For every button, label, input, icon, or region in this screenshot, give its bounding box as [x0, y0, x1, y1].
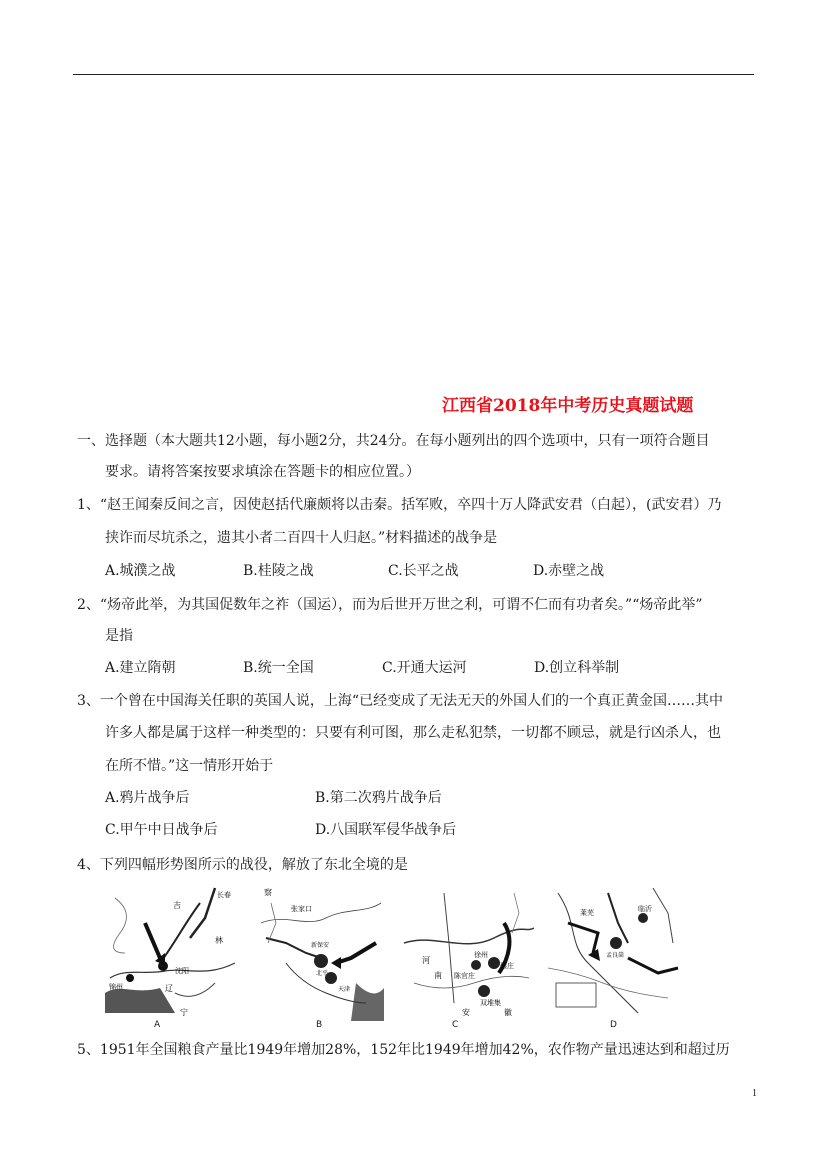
- map-d-place-laiwu: 莱芜: [580, 909, 594, 917]
- map-c-place-chenguanzhuang: 陈官庄: [454, 972, 475, 980]
- question-2-line-2: 是指: [105, 628, 133, 644]
- map-a-place-jilin-1: 吉: [173, 901, 181, 910]
- map-a-place-shenyang: 沈阳: [175, 967, 189, 975]
- map-b-place-zhangjiakou: 张家口: [291, 905, 312, 913]
- map-c-place-nianzhuang: 碾庄: [500, 962, 514, 970]
- map-c-place-he: 河: [422, 956, 430, 965]
- map-a-place-lin: 林: [215, 936, 223, 945]
- question-1-option-a[interactable]: A.城濮之战: [105, 563, 176, 579]
- question-3-line-3: 在所不惜。”这一情形开始于: [105, 758, 274, 774]
- map-c-place-xuzhou: 徐州: [474, 951, 488, 959]
- section-instructions-line-2: 要求。请将答案按要求填涂在答题卡的相应位置。）: [105, 464, 420, 480]
- question-1-line-2: 挟诈而尽坑杀之，遗其小者二百四十人归赵。”材料描述的战争是: [105, 530, 498, 546]
- map-a-place-ning: 宁: [180, 1008, 188, 1017]
- map-d-place-linyi: 临沂: [638, 905, 652, 913]
- question-3-option-a[interactable]: A.鸦片战争后: [105, 790, 190, 806]
- page-title: 江西省2018年中考历史真题试题: [442, 396, 694, 416]
- question-1-option-c[interactable]: C.长平之战: [388, 563, 459, 579]
- map-c-place-hui: 徽: [504, 1008, 512, 1017]
- map-c-place-nan: 南: [434, 971, 442, 980]
- map-b-place-xinbaoan: 新保安: [311, 942, 330, 949]
- question-3-option-b[interactable]: B.第二次鸦片战争后: [315, 790, 442, 806]
- map-c-place-an: 安: [462, 1008, 470, 1017]
- question-3-option-c[interactable]: C.甲午中日战争后: [105, 822, 218, 838]
- battle-map-a[interactable]: [105, 883, 240, 1021]
- question-2-option-c[interactable]: C.开通大运河: [382, 660, 467, 676]
- question-4-line-1: 4、下列四幅形势图所示的战役，解放了东北全境的是: [77, 857, 408, 873]
- battle-map-c[interactable]: [404, 883, 534, 1021]
- battle-map-d[interactable]: [548, 883, 680, 1021]
- question-5-line-1: 5、1951年全国粮食产量比1949年增加28%，152年比1949年增加42%，农作物产量迅速达到和超过历: [77, 1042, 730, 1058]
- question-3-line-2: 许多人都是属于这样一种类型的：只要有利可图，那么走私犯禁，一切都不顾忌，就是行凶杀人，也: [105, 725, 721, 741]
- map-b-place-cha: 察: [264, 888, 272, 897]
- question-1-option-b[interactable]: B.桂陵之战: [243, 563, 314, 579]
- question-3-line-1: 3、一个曾在中国海关任职的英国人说，上海“已经变成了无法无天的外国人们的一个真正黄金国……其中: [77, 693, 724, 709]
- map-d-label: D: [610, 1020, 617, 1030]
- question-1-option-d[interactable]: D.赤壁之战: [533, 563, 605, 579]
- map-c-place-shuangduiji: 双堆集: [480, 999, 501, 1007]
- header-rule: [73, 74, 754, 75]
- map-b-label: B: [316, 1020, 323, 1030]
- page-number: 1: [752, 1088, 757, 1099]
- question-2-line-1: 2、“炀帝此举，为其国促数年之祚（国运），而为后世开万世之利，可谓不仁而有功者矣。”“炀帝此举”: [77, 597, 703, 613]
- map-a-place-liao: 辽: [165, 984, 173, 993]
- map-b-place-beiping: 北平: [316, 970, 329, 977]
- map-b-place-tianjin: 天津: [338, 986, 351, 993]
- map-a-place-jinzhou: 锦州: [109, 983, 123, 991]
- question-2-option-b[interactable]: B.统一全国: [243, 660, 314, 676]
- map-c-label: C: [452, 1020, 459, 1030]
- question-1-line-1: 1、“赵王闻秦反间之言，因使赵括代廉颇将以击秦。括军败，卒四十万人降武安君（白起），(武安君）乃: [77, 497, 722, 513]
- question-2-option-a[interactable]: A.建立隋朝: [105, 660, 176, 676]
- map-a-label: A: [154, 1020, 161, 1030]
- map-d-place-menglianggu: 孟良崮: [606, 952, 625, 959]
- question-3-option-d[interactable]: D.八国联军侵华战争后: [315, 822, 457, 838]
- battle-map-b[interactable]: [256, 883, 384, 1021]
- map-a-place-changchun: 长春: [217, 891, 231, 899]
- question-2-option-d[interactable]: D.创立科举制: [534, 660, 620, 676]
- section-instructions-line-1: 一、选择题（本大题共12小题，每小题2分，共24分。在每小题列出的四个选项中，只有一项符合题目: [77, 433, 710, 449]
